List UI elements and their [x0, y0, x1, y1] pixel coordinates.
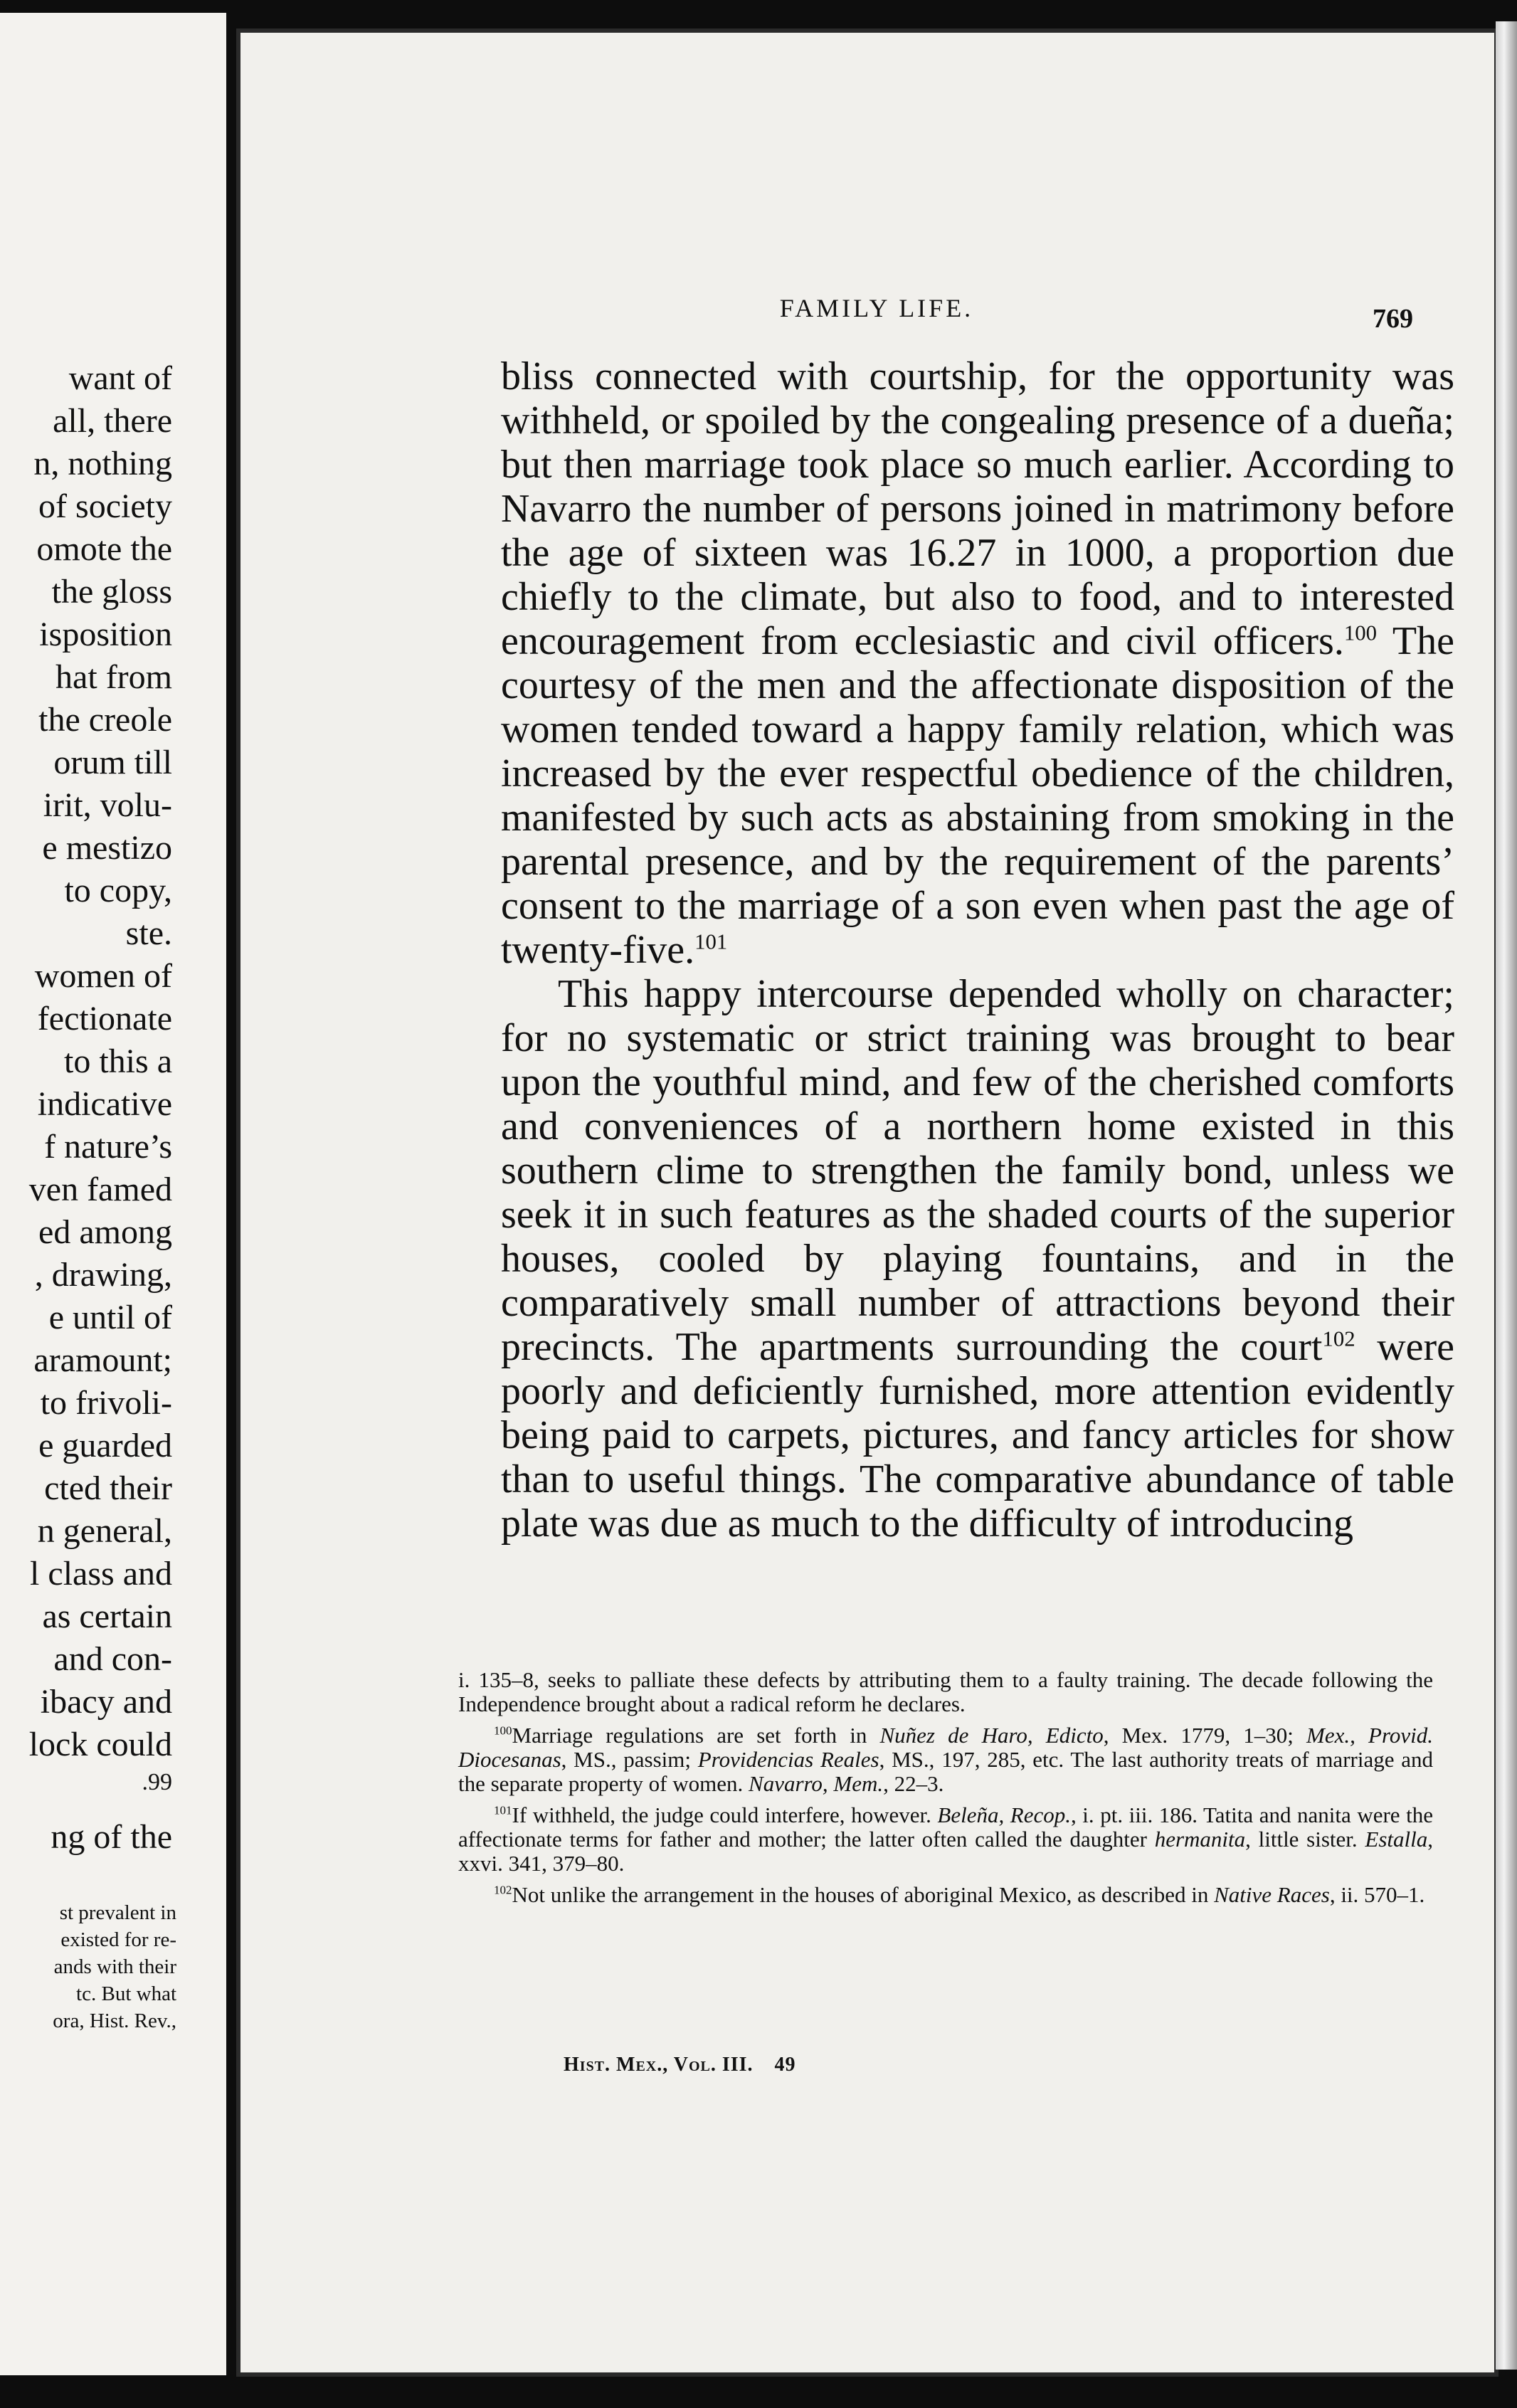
left-text-line: isposition: [39, 616, 172, 653]
left-text-line: ibacy and: [40, 1683, 172, 1721]
footnote-number: 101: [494, 1803, 512, 1817]
footnote-citation: Beleña, Recop.: [937, 1802, 1071, 1827]
left-text-line: as certain: [42, 1598, 172, 1635]
left-text-line: cted their: [44, 1469, 172, 1507]
footnote-citation: hermanita: [1154, 1827, 1246, 1852]
footnote-ref: 100: [1343, 621, 1378, 645]
left-text-line: women of: [34, 957, 172, 995]
footnote-text: , MS., 197, 285, etc. The last authority treats of marriage and the separate property of women.: [458, 1747, 1434, 1796]
footnote-text: , little sister.: [1245, 1827, 1365, 1852]
footnote-citation: Navarro, Mem.: [749, 1771, 884, 1796]
left-footnote-line: ands with their: [53, 1955, 176, 1978]
left-text-line: orum till: [53, 744, 172, 781]
left-text-line: ste.: [125, 914, 172, 952]
footnote-ref: 102: [1322, 1326, 1355, 1351]
left-text-line: to copy,: [64, 872, 172, 909]
left-text-line: of society: [38, 487, 172, 525]
left-text-line: and con-: [53, 1640, 172, 1678]
footnote-text: If withheld, the judge could interfere, however.: [512, 1802, 938, 1827]
footnote-text: Not unlike the arrangement in the houses of aboriginal Mexico, as described in: [512, 1882, 1215, 1907]
left-text-line: the gloss: [51, 573, 172, 611]
footnote-101: [458, 1803, 1433, 1876]
left-text-line: f nature’s: [44, 1128, 172, 1166]
left-text-line: irit, volu-: [43, 786, 172, 824]
left-text-line: the creole: [38, 701, 172, 739]
footnote-text: Marriage regulations are set forth in: [512, 1723, 880, 1748]
footnotes: [458, 1668, 1433, 1914]
footnote-ref: 101: [694, 929, 728, 954]
left-text-line: to this a: [64, 1042, 172, 1080]
left-text-line: hat from: [56, 658, 172, 696]
right-page: [236, 28, 1498, 2377]
footnote-text: , Mex. 1779, 1–30;: [1103, 1723, 1307, 1748]
left-text-line: e until of: [48, 1299, 172, 1336]
left-page: [0, 13, 226, 2375]
left-text-line: n, nothing: [33, 445, 172, 482]
paragraph-text: were poorly and deficiently furnished, more attention evidently being paid to carpets, pictures, and fancy articles for show than to useful things. The comparative abundance of table plate was due as much to the difficulty of introducing: [501, 1325, 1454, 1546]
footnote-100: [458, 1723, 1433, 1796]
left-text-line: fectionate: [37, 1000, 172, 1037]
left-text-line: all, there: [53, 402, 172, 440]
footnote-number: 102: [494, 1883, 512, 1897]
left-text-line: , drawing,: [34, 1256, 172, 1294]
left-text-line: aramount;: [33, 1341, 172, 1379]
footnote-number: 100: [494, 1723, 512, 1738]
left-text-line: indicative: [37, 1085, 172, 1123]
footnote-text: , xxvi. 341, 379–80.: [458, 1827, 1433, 1876]
left-text-line: ed among: [38, 1213, 172, 1251]
footnote-text: , 22–3.: [883, 1771, 944, 1796]
left-text-line: n general,: [37, 1512, 172, 1550]
left-text-line: omote the: [36, 530, 172, 568]
running-head: FAMILY LIFE.: [779, 294, 974, 322]
left-text-line: l class and: [30, 1555, 172, 1593]
signature-mark: [564, 2054, 796, 2076]
footnote-102: [458, 1883, 1433, 1907]
body-text: [501, 354, 1454, 1546]
footnote-citation: Native Races: [1214, 1882, 1330, 1907]
left-text-line: e mestizo: [42, 829, 172, 867]
paragraph: [501, 972, 1454, 1546]
left-footnote-line: existed for re-: [60, 1928, 176, 1951]
left-text-line: want of: [68, 359, 172, 397]
footnote-citation: Estalla: [1365, 1827, 1428, 1852]
signature-label: Hist. Mex., Vol. III.: [564, 2054, 754, 2076]
page-number: 769: [1373, 304, 1413, 334]
footnote-text: , MS., passim;: [561, 1747, 698, 1772]
footnote-citation: Mex., Provid. Diocesanas: [458, 1723, 1434, 1772]
left-footnote-line: tc. But what: [76, 1982, 176, 2005]
paragraph-text: The courtesy of the men and the affectionate disposition of the women tended toward a happy family relation, which was increased by the ever respectful obedience of the children, manifested by such acts as abstaining from smoking in the parental presence, and by the requirement of the parents’ consent to the marriage of a son even when past the age of twenty-five.: [501, 619, 1454, 972]
footnote-citation: Nuñez de Haro, Edicto: [879, 1723, 1104, 1748]
page-edge: [1496, 21, 1517, 2370]
footnote-citation: Providencias Reales: [697, 1747, 879, 1772]
left-text-line: ng of the: [51, 1818, 172, 1856]
paragraph-text: This happy intercourse depended wholly on character; for no systematic or strict training was brought to bear upon the youthful mind, and few of the cherished comforts and conveniences of a northern home existed in this southern clime to strengthen the family bond, unless we seek it in such features as the shaded courts of the superior houses, cooled by playing fountains, and in the comparatively small number of attractions beyond their precincts. The apartments surrounding the court: [501, 972, 1454, 1369]
left-text-line: ven famed: [28, 1171, 172, 1208]
footnote-text: , i. pt. iii. 186. Tatita and nanita were the affectionate terms for father and mother; the latter often called the daughter: [458, 1802, 1433, 1852]
footnote-text: , ii. 570–1.: [1329, 1882, 1425, 1907]
paragraph-text: bliss connected with courtship, for the opportunity was withheld, or spoiled by the congealing presence of a dueña; but then marriage took place so much earlier. According to Navarro the number of persons joined in matrimony before the age of sixteen was 16.27 in 1000, a proportion due chiefly to the climate, but also to food, and to interested encouragement from ecclesiastic and civil officers.: [501, 354, 1454, 663]
signature-number: 49: [774, 2054, 796, 2076]
left-footnote-line: st prevalent in: [59, 1901, 176, 1924]
left-text-line: lock could: [28, 1726, 172, 1763]
left-text-line: to frivoli-: [40, 1384, 172, 1422]
left-text-line: e guarded: [38, 1427, 172, 1464]
paragraph: [501, 354, 1454, 972]
footnote-continuation: i. 135–8, seeks to palliate these defects by attributing them to a faulty training. The decade following the Independence brought about a radical reform he declares.: [458, 1667, 1433, 1716]
left-footnote-line: ora, Hist. Rev.,: [53, 2010, 176, 2032]
left-text-line: .99: [142, 1769, 172, 1795]
